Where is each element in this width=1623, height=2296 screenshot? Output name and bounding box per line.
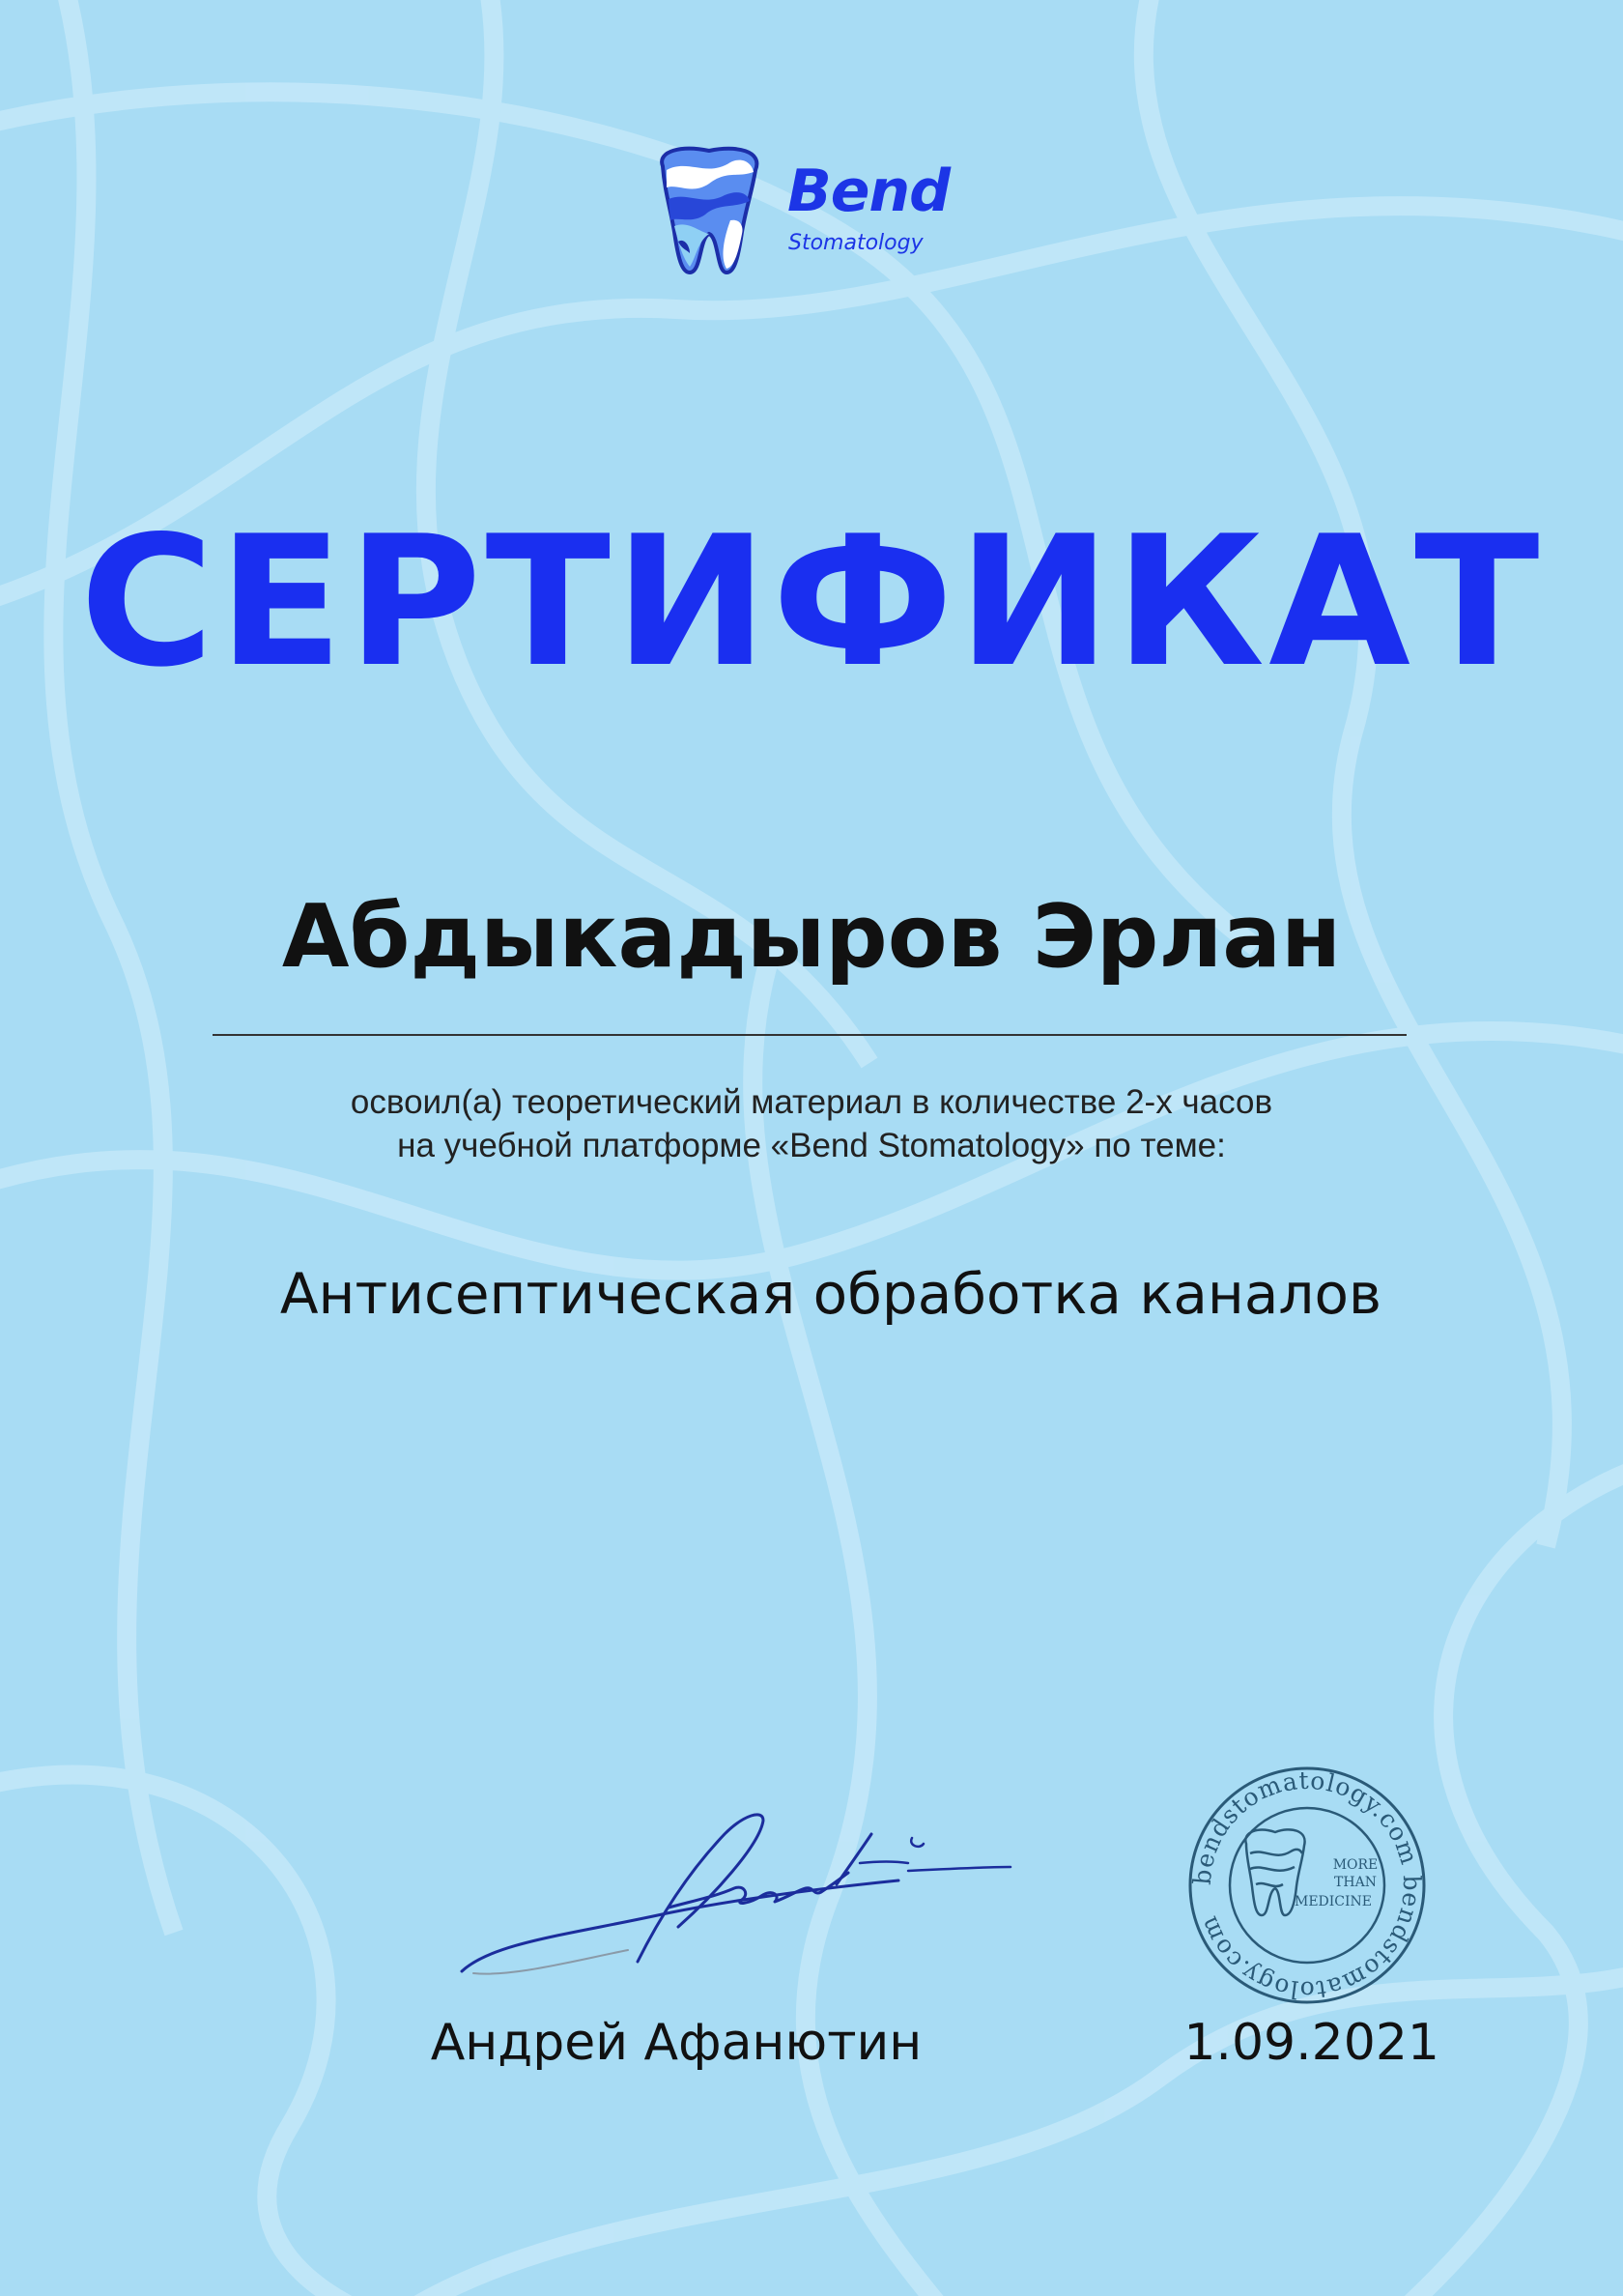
- brand-subtitle: Stomatology: [788, 231, 924, 255]
- stamp-line-than: THAN: [1334, 1875, 1377, 1890]
- completion-statement: [0, 1080, 1623, 1167]
- svg-text:bendstomatology.com bendstoma: [1188, 1766, 1426, 2004]
- issue-date: 1.09.2021: [1183, 2014, 1439, 2072]
- bend-logo: [649, 143, 978, 278]
- certificate-title: СЕРТИФИКАТ: [79, 497, 1544, 706]
- signer-name: Андрей Афанютин: [430, 2014, 923, 2072]
- statement-line-2: на учебной платформе «Bend Stomatology» по теме:: [397, 1127, 1226, 1164]
- course-topic: Антисептическая обработка каналов: [279, 1261, 1382, 1327]
- brand-name: Bend: [787, 158, 951, 225]
- stamp-line-more: MORE: [1332, 1857, 1379, 1873]
- stamp-ring-text: bendstomatology.com bendstomatology.com: [1187, 1765, 1427, 2005]
- recipient-name: Абдыкадыров Эрлан: [281, 886, 1342, 988]
- stamp-line-medicine: MEDICINE: [1294, 1894, 1373, 1909]
- tooth-logo-icon: [649, 145, 769, 276]
- handwritten-signature: [454, 1807, 1014, 1981]
- recipient-divider: [213, 1034, 1407, 1036]
- statement-line-1: освоил(а) теоретический материал в количестве 2-х часов: [350, 1083, 1273, 1121]
- company-stamp: [1186, 1765, 1428, 2006]
